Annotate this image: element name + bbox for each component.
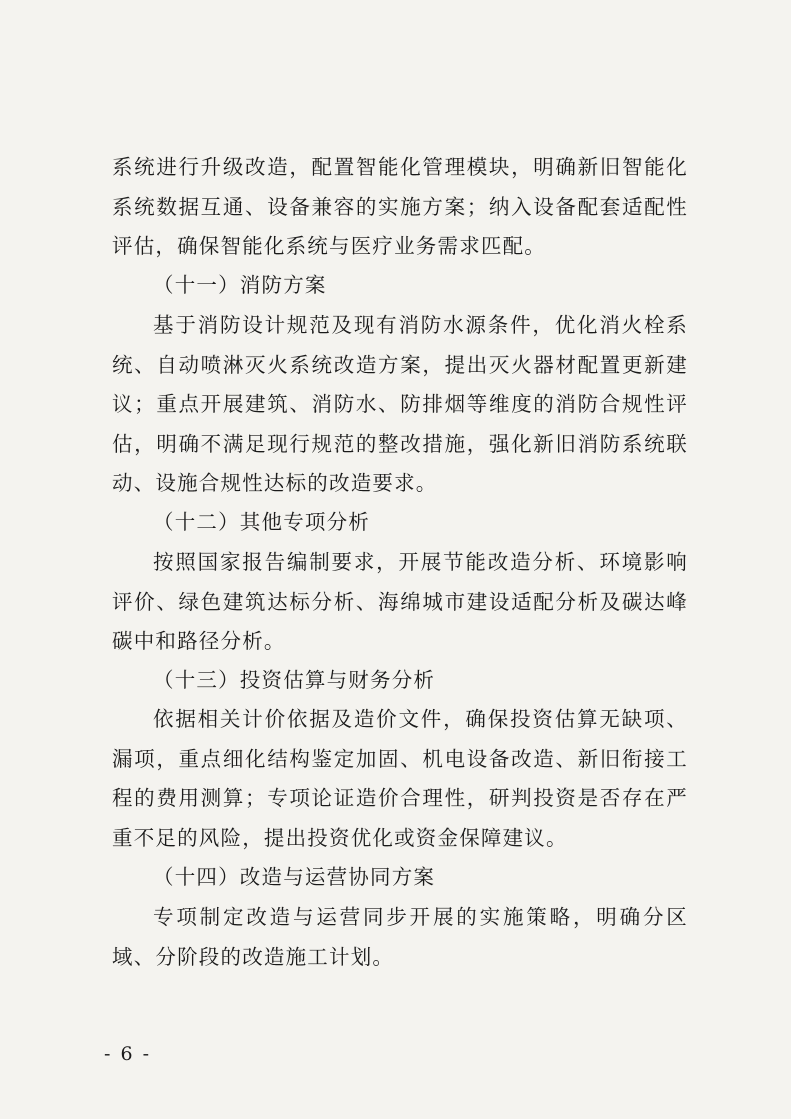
paragraph-fire-protection: 基于消防设计规范及现有消防水源条件，优化消火栓系统、自动喷淋灭火系统改造方案，提出灭火器材配置更新建议；重点开展建筑、消防水、防排烟等维度的消防合规性评估，明确不满足现行规范的整改措施，强化新旧消防系统联动、设施合规性达标的改造要求。 <box>112 313 688 495</box>
paragraph-investment: 依据相关计价依据及造价文件，确保投资估算无缺项、漏项，重点细化结构鉴定加固、机电设备改造、新旧衔接工程的费用测算；专项论证造价合理性，研判投资是否存在严重不足的风险，提出投资优化或资金保障建议。 <box>112 707 688 850</box>
section-heading-operation-coordination: （十四）改造与运营协同方案 <box>153 865 436 889</box>
paragraph-other-analysis: 按照国家报告编制要求，开展节能改造分析、环境影响评价、绿色建筑达标分析、海绵城市建设适配分析及碳达峰碳中和路径分析。 <box>112 550 688 653</box>
section-heading-investment: （十三）投资估算与财务分析 <box>153 668 436 692</box>
paragraph-intelligent-system: 系统进行升级改造，配置智能化管理模块，明确新旧智能化系统数据互通、设备兼容的实施方案；纳入设备配套适配性评估，确保智能化系统与医疗业务需求匹配。 <box>112 155 688 258</box>
page-number: - 6 - <box>104 1043 152 1065</box>
section-heading-other-analysis: （十二）其他专项分析 <box>153 510 370 534</box>
paragraph-operation-coordination: 专项制定改造与运营同步开展的实施策略，明确分区域、分阶段的改造施工计划。 <box>112 905 688 969</box>
section-heading-fire-protection: （十一）消防方案 <box>153 273 327 297</box>
